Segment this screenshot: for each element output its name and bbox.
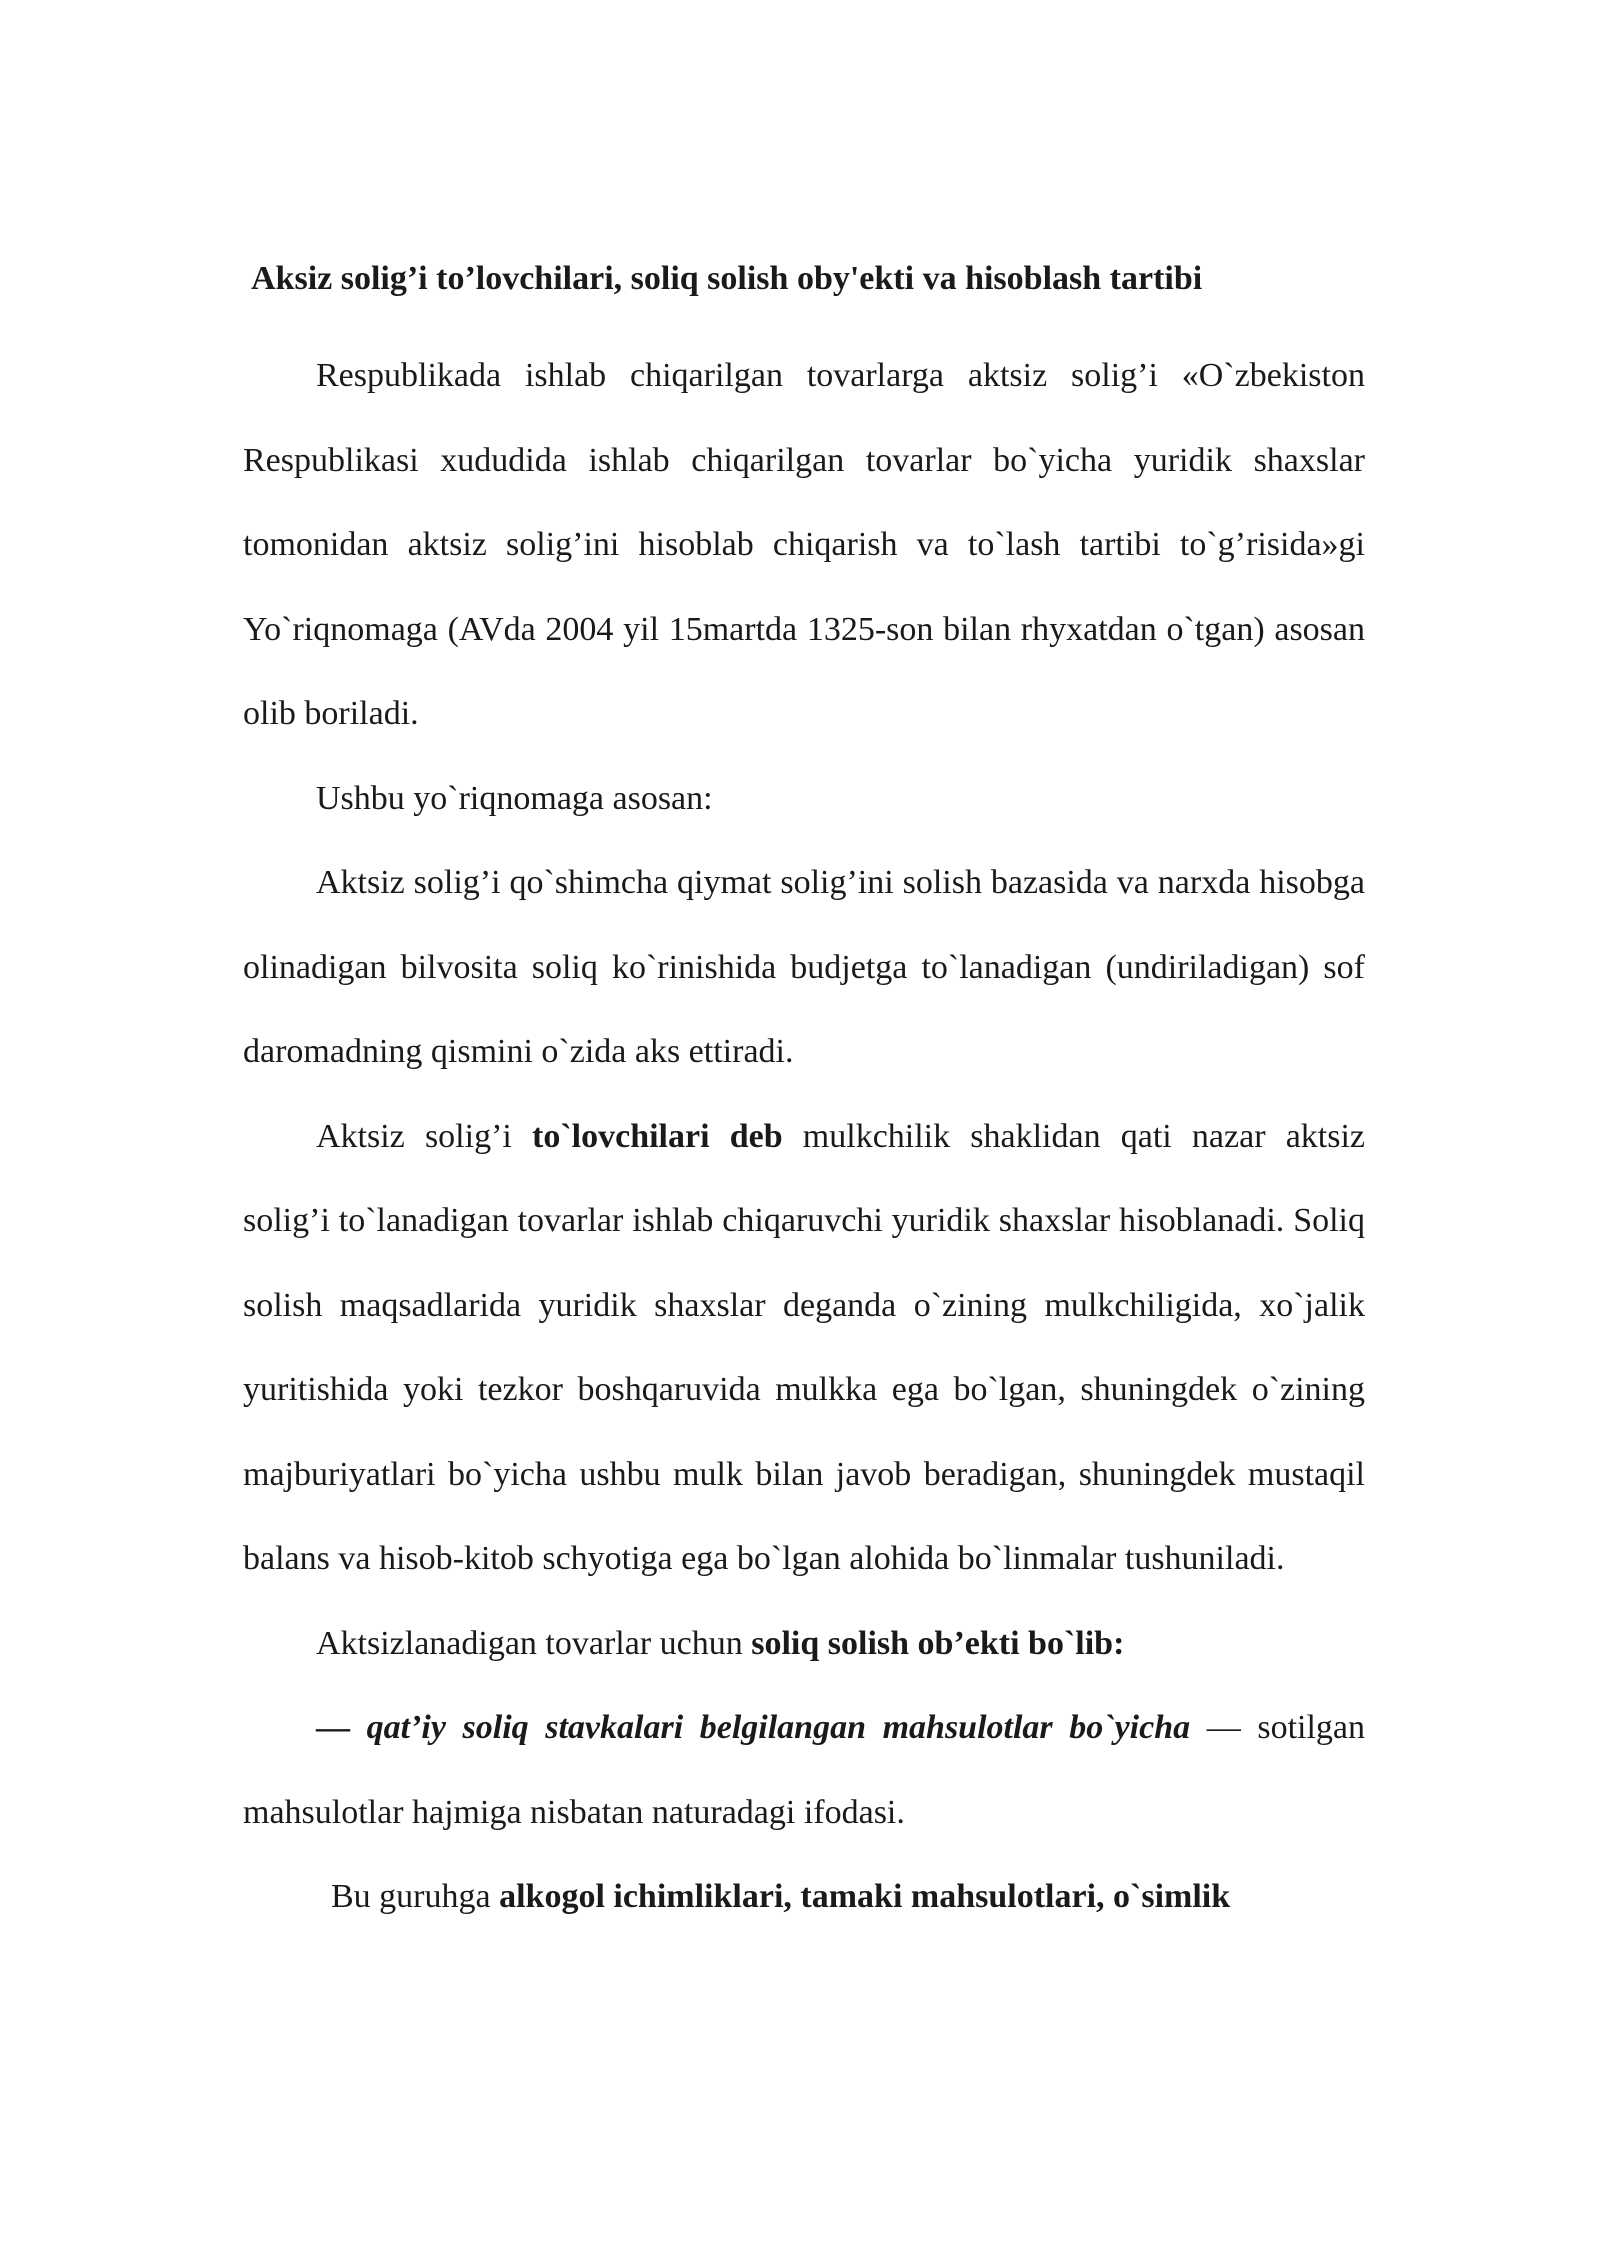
- paragraph-6: [243, 1686, 1365, 1855]
- paragraph-6-dash: —: [316, 1709, 367, 1746]
- paragraph-3: Aktsiz solig’i qo`shimcha qiymat solig’ini solish bazasida va narxda hisobga olinadigan bilvosita soliq ko`rinishida budjetga to`lanadigan (undiriladigan) sof daromadning qismini o`zida aks ettiradi.: [243, 864, 1365, 1070]
- paragraph-4: [243, 1095, 1365, 1602]
- paragraph-6-bold-italic: qat’iy soliq stavkalari belgilangan mahsulotlar bo`yicha: [366, 1709, 1191, 1746]
- document-body: [243, 250, 1365, 1940]
- paragraph-4-bold: to`lovchilari deb: [532, 1117, 783, 1155]
- paragraph-7-start: Bu guruhga: [331, 1878, 500, 1915]
- paragraph-5-start: Aktsizlanadigan tovarlar uchun: [316, 1624, 752, 1662]
- paragraph-2: Ushbu yo`riqnomaga asosan:: [316, 779, 713, 817]
- paragraph-4-end: mulkchilik shaklidan qati nazar aktsiz solig’i to`lanadigan tovarlar ishlab chiqaruvchi yuridik shaxslar hisoblanadi. Soliq solish maqsadlarida yuridik shaxslar deganda o`zining mulkchiligida, xo`jalik yuritishida yoki tezkor boshqaruvida mulkka ega bo`lgan, shuningdek o`zining majburiyatlari bo`yicha ushbu mulk bilan javob beradigan, shuningdek mustaqil balans va hisob-kitob schyotiga ega bo`lgan alohida bo`linmalar tushuniladi.: [243, 1117, 1365, 1577]
- paragraph-1: Respublikada ishlab chiqarilgan tovarlarga aktsiz solig’i «O`zbekiston Respublikasi xududida ishlab chiqarilgan tovarlar bo`yicha yuridik shaxslar tomonidan aktsiz solig’ini hisoblab chiqarish va to`lash tartibi to`g’risida»gi Yo`riqnomaga (AVda 2004 yil 15martda 1325-son bilan rhyxatdan o`tgan) asosan olib boriladi.: [243, 357, 1365, 732]
- paragraph-6-end: — sotilgan mahsulotlar hajmiga nisbatan naturadagi ifodasi.: [243, 1709, 1365, 1831]
- paragraph-5-bold: soliq solish ob’ekti bo`lib:: [751, 1624, 1125, 1662]
- paragraph-5: [243, 1602, 1365, 1687]
- paragraph-4-start: Aktsiz solig’i: [316, 1117, 533, 1155]
- paragraph-7-bold: alkogol ichimliklari, tamaki mahsulotlari, o`simlik: [499, 1878, 1231, 1915]
- document-title: Aksiz solig’i to’lovchilari, soliq solish oby'ekti va hisoblash tartibi: [251, 260, 1203, 297]
- paragraph-7: [243, 1855, 1365, 1940]
